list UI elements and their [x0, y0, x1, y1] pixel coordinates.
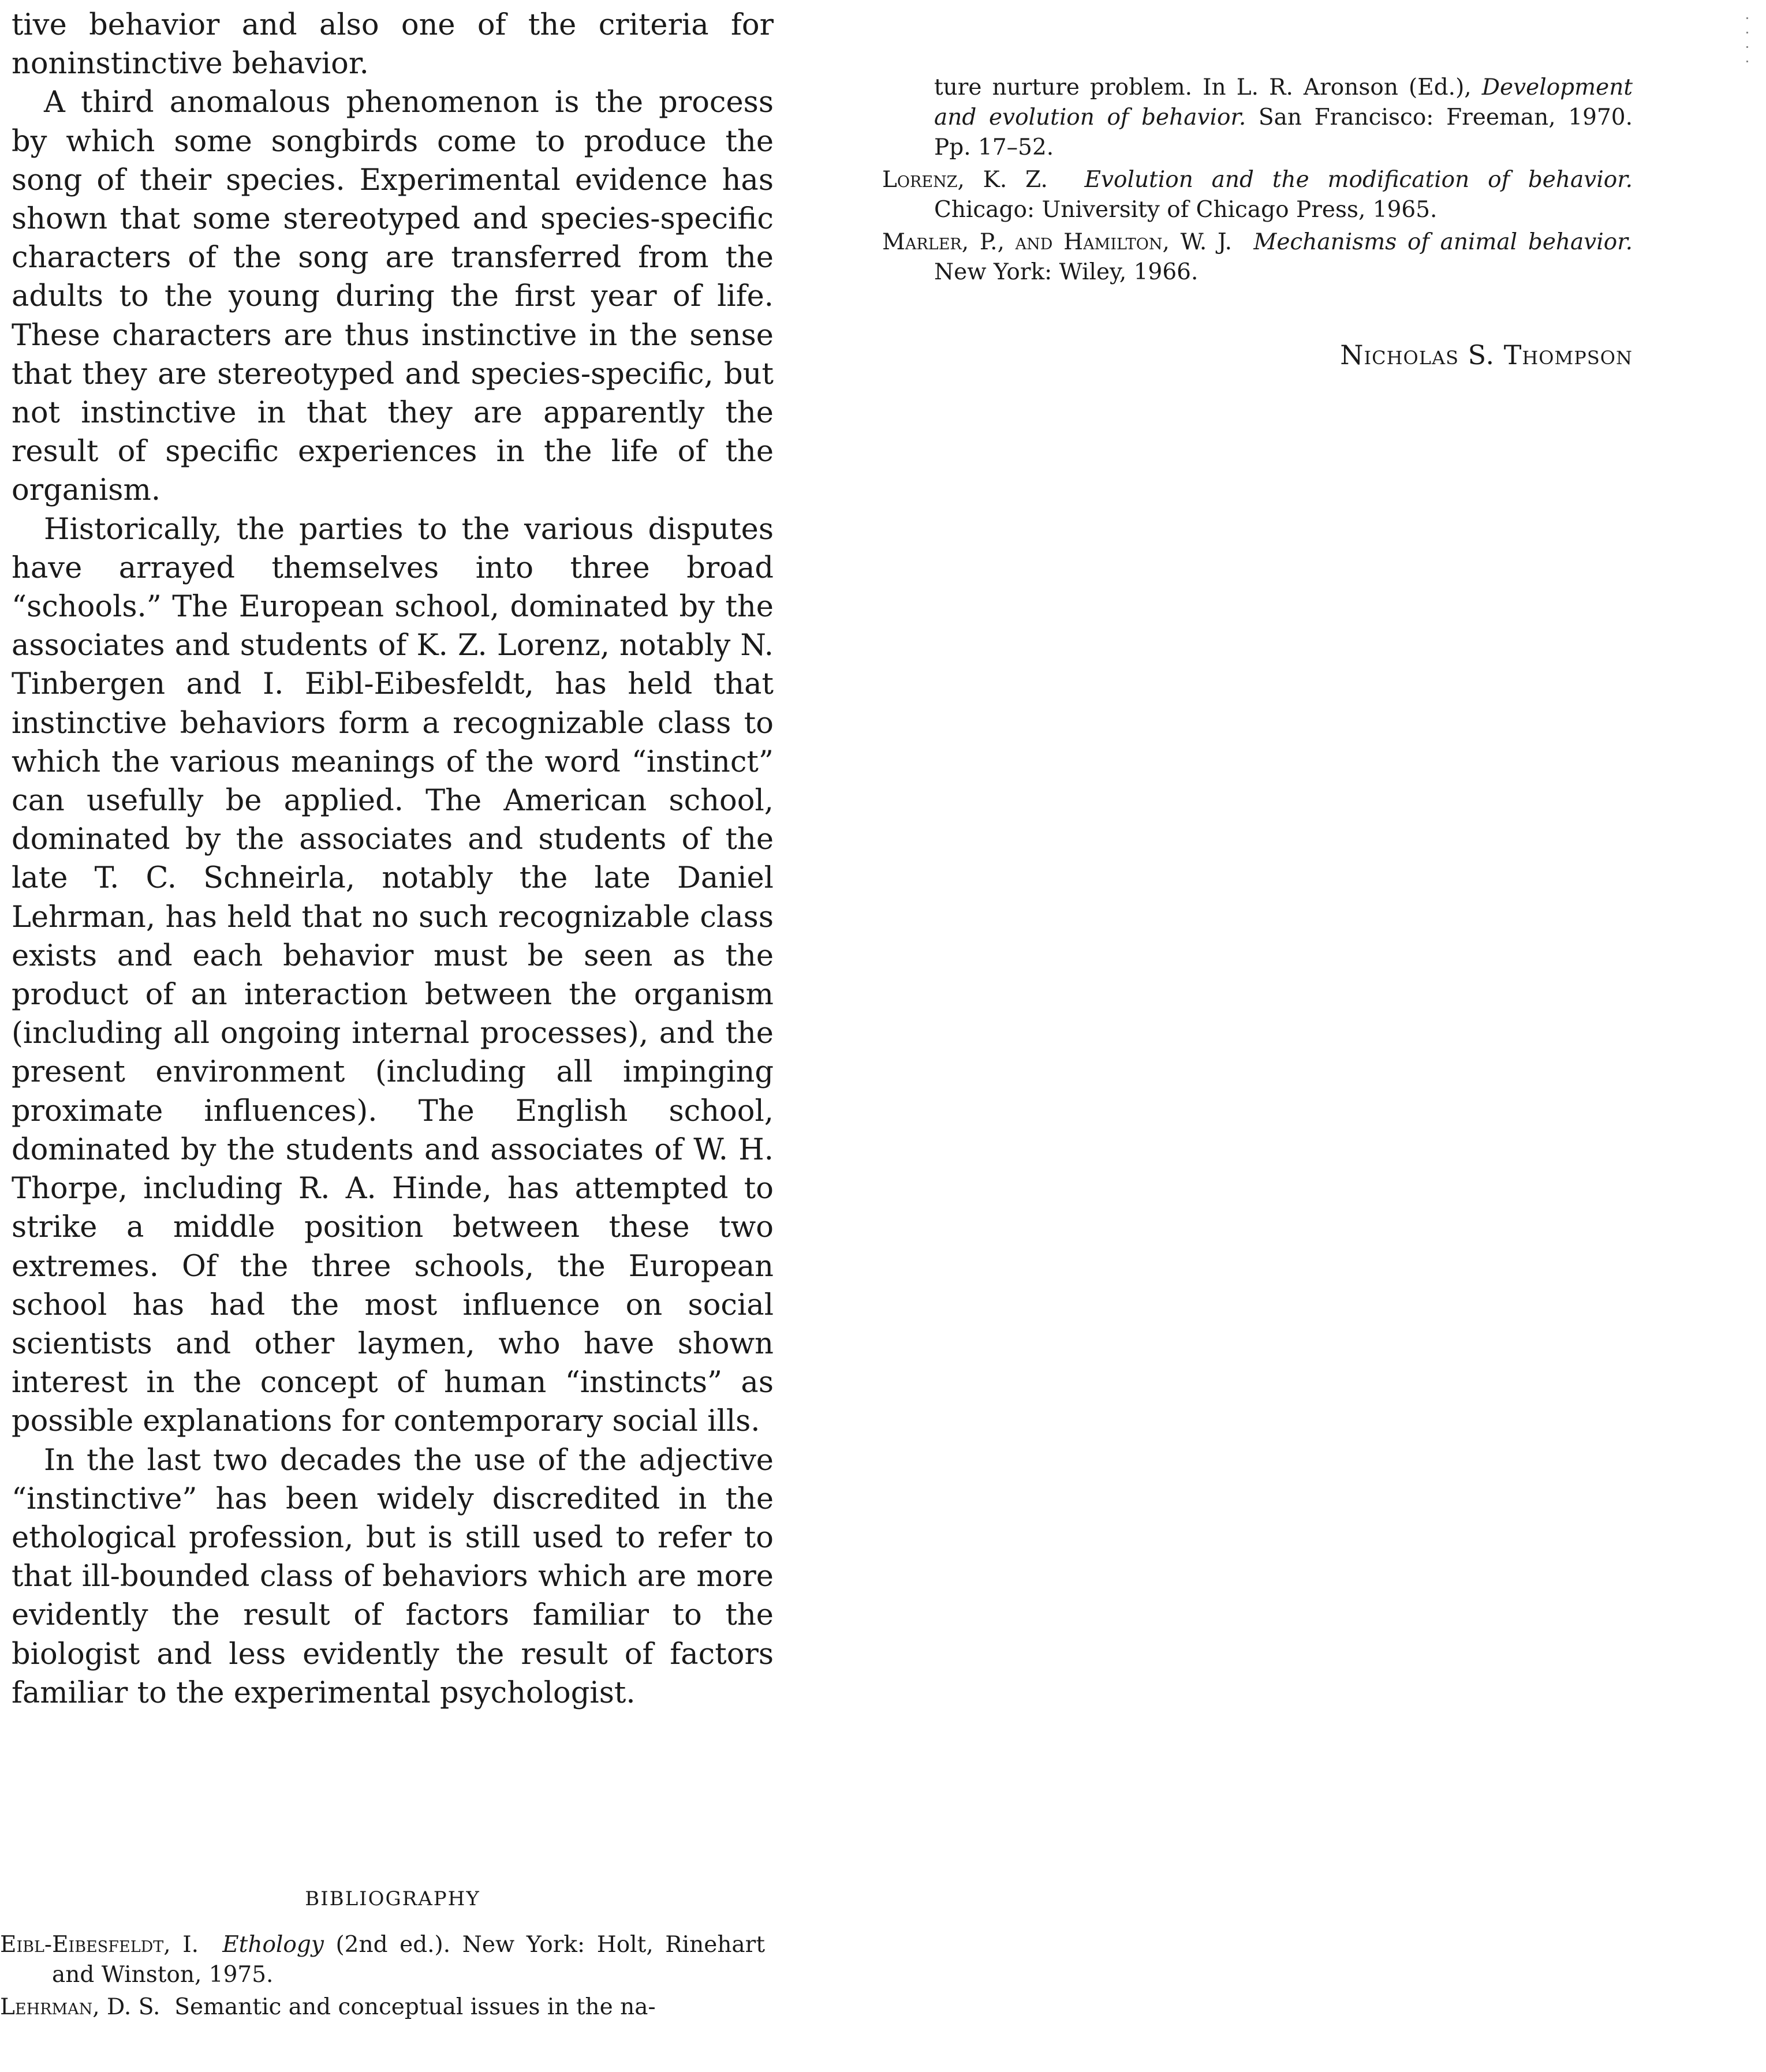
bib-title: Evolution and the modification of behavior.	[1084, 167, 1633, 193]
paragraph-schools: Historically, the parties to the various disputes have arrayed themselves into three broad “schools.” The European school, dominated by the associates and students of K. Z. Lorenz, notably N. Tinbergen and I. Eibl-Eibesfeldt, has held that instinctive behaviors form a recognizable class to which the various meanings of the word “instinct” can usefully be applied. The American school, dominated by the associates and students of the late T. C. Schneirla, notably the late Daniel Lehrman, has held that no such recognizable class exists and each behavior must be seen as the product of an interaction between the organism (including all ongoing internal processes), and the present environment (including all impinging proximate influences). The English school, dominated by the students and associates of W. H. Thorpe, including R. A. Hinde, has attempted to strike a middle position between these two extremes. Of the three schools, the European school has had the most influence on social scientists and other laymen, who have shown interest in the concept of human “instincts” as possible explanations for contemporary social ills.	[12, 512, 774, 1439]
speck	[1746, 46, 1748, 48]
bib-author: Eibl-Eibesfeldt, I.	[0, 1932, 199, 1958]
bib-details: Chicago: University of Chicago Press, 1965.	[934, 197, 1438, 223]
bib-author: Lehrman, D. S.	[0, 1994, 160, 2020]
bib-entry-eibl	[0, 1930, 765, 1990]
bib-title: Development and evolution of behavior.	[934, 74, 1633, 130]
bib-entry-lorenz	[882, 165, 1633, 225]
bib-entry-marler	[882, 227, 1633, 287]
bib-entry-lehrman	[0, 1992, 765, 2022]
bib-details: Semantic and conceptual issues in the na-	[174, 1994, 656, 2020]
bib-entry-lehrman-continued	[882, 73, 1633, 163]
speck	[1746, 32, 1748, 33]
bib-title: Ethology	[222, 1932, 324, 1958]
bib-details: New York: Wiley, 1966.	[934, 259, 1199, 285]
bibliography-left	[0, 1930, 765, 2025]
bib-details: San Francisco: Freeman, 1970. Pp. 17–52.	[934, 104, 1633, 160]
bib-details: (2nd ed.). New York: Holt, Rinehart and Winston, 1975.	[52, 1932, 765, 1988]
paragraph-last-decades: In the last two decades the use of the adjective “instinctive” has been widely discredited in the ethological profession, but is still used to refer to that ill-bounded class of behaviors which are more evidently the result of factors familiar to the biologist and less evidently the result of factors familiar to the experimental psychologist.	[12, 1443, 774, 1710]
paragraph-continuation: tive behavior and also one of the criteria for noninstinctive behavior.	[12, 8, 774, 81]
speck	[1746, 17, 1748, 19]
paragraph-songbirds: A third anomalous phenomenon is the process by which some songbirds come to produce the song of their species. Experimental evidence has shown that some stereotyped and species-specific characters of the song are transferred from the adults to the young during the first year of life. These characters are thus instinctive in the sense that they are stereotyped and species-specific, but not instinctive in that they are apparently the result of specific experiences in the life of the organism.	[12, 85, 774, 508]
bib-author: Lorenz, K. Z.	[882, 167, 1048, 193]
bib-title: Mechanisms of animal behavior.	[1253, 229, 1633, 255]
bibliography-right	[882, 73, 1633, 290]
margin-specks	[1745, 17, 1750, 104]
bib-author: Marler, P., and Hamilton, W. J.	[882, 229, 1232, 255]
author-signature: Nicholas S. Thompson	[1340, 339, 1633, 371]
bib-details: ture nurture problem. In L. R. Aronson (Ed.),	[934, 74, 1482, 100]
speck	[1746, 61, 1748, 62]
body-text-column	[12, 6, 774, 1712]
bibliography-heading: BIBLIOGRAPHY	[305, 1887, 480, 1910]
